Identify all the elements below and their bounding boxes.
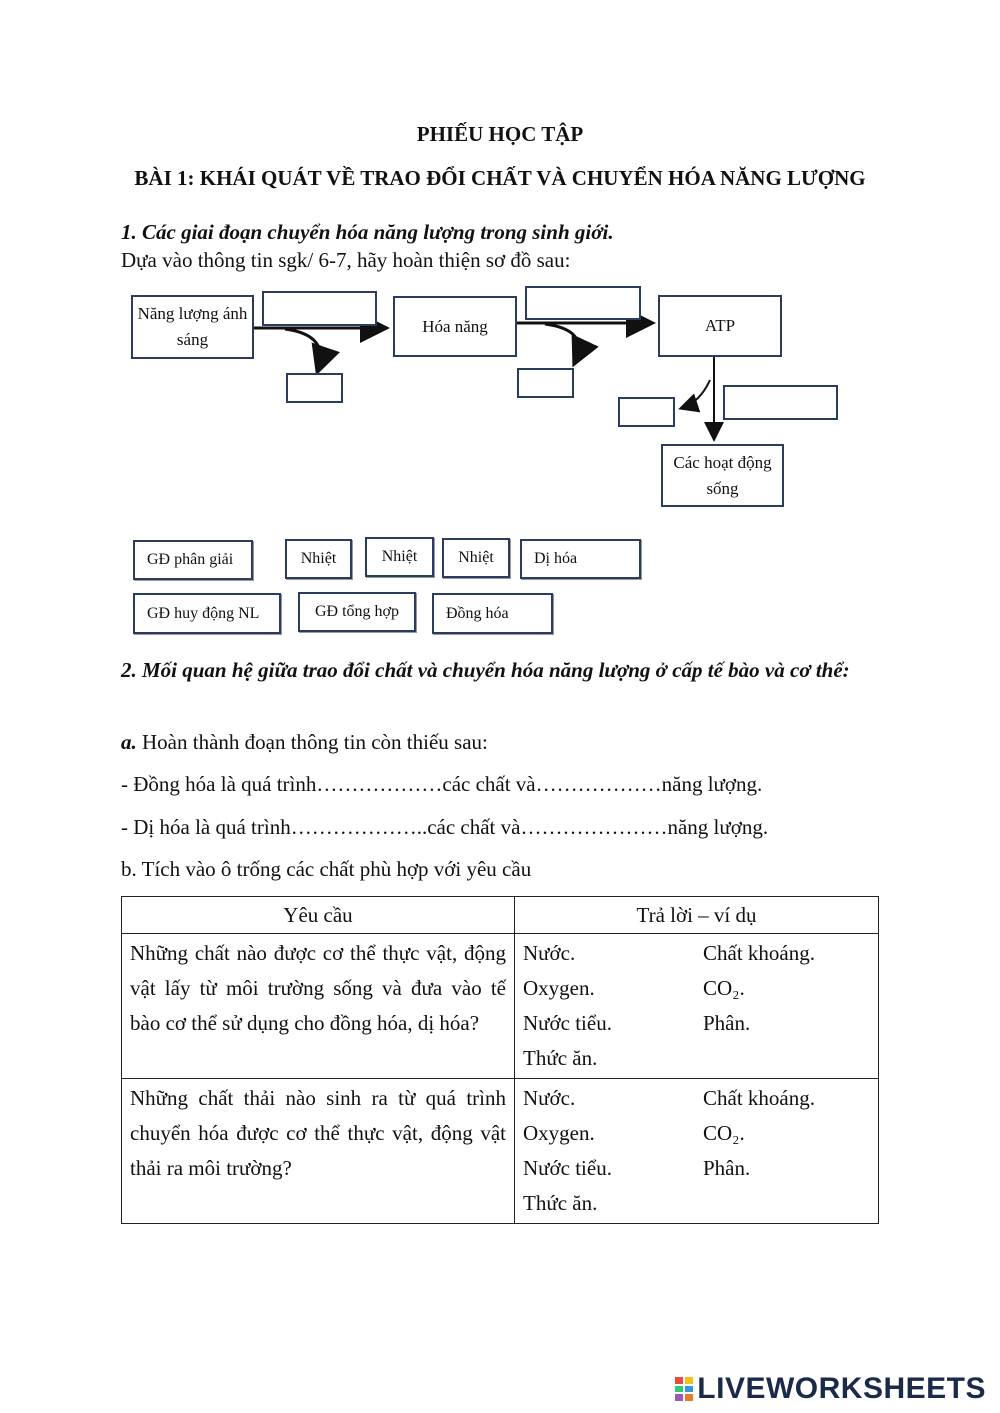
chemical-energy-box: Hóa năng <box>393 296 517 357</box>
section-1-instruction: Dựa vào thông tin sgk/ 6-7, hãy hoàn thiện sơ đồ sau: <box>121 248 571 272</box>
option-urine[interactable]: Nước tiểu. <box>523 1156 612 1180</box>
chip-catabolism[interactable]: Dị hóa <box>520 539 641 579</box>
part-b-instruction: b. Tích vào ô trống các chất phù hợp với yêu cầu <box>121 857 532 881</box>
part-a-instruction <box>121 730 488 755</box>
header-requirement: Yêu cầu <box>122 897 515 934</box>
atp-box: ATP <box>658 295 782 357</box>
option-co2[interactable]: CO₂. <box>703 1121 745 1145</box>
liveworksheets-logo <box>675 1372 986 1406</box>
option-minerals[interactable]: Chất khoáng. <box>703 941 815 965</box>
lesson-title: BÀI 1: KHÁI QUÁT VỀ TRAO ĐỔI CHẤT VÀ CHUYỂN HÓA NĂNG LƯỢNG <box>134 166 866 190</box>
option-water[interactable]: Nước. <box>523 1086 576 1110</box>
logo-icon <box>675 1377 693 1401</box>
fill-line-catabolism: - Dị hóa là quá trình………………..các chất và…………………năng lượng. <box>121 815 769 839</box>
section-2-heading: 2. Mối quan hệ giữa trao đổi chất và chuyển hóa năng lượng ở cấp tế bào và cơ thể: <box>121 658 850 682</box>
light-energy-box: Năng lượng ánh sáng <box>131 295 254 359</box>
arrow-heat-3 <box>682 380 710 408</box>
blank-stage-3-input[interactable] <box>723 385 838 420</box>
table-row <box>122 934 879 1079</box>
blank-heat-1-input[interactable] <box>286 373 343 403</box>
chip-heat[interactable]: Nhiệt <box>285 539 352 579</box>
blank-heat-3-input[interactable] <box>618 397 675 427</box>
option-co2[interactable]: CO₂. <box>703 976 745 1000</box>
option-feces[interactable]: Phân. <box>703 1156 751 1180</box>
logo-text: LIVEWORKSHEETS <box>697 1372 986 1405</box>
chip-heat[interactable]: Nhiệt <box>442 538 510 578</box>
option-feces[interactable]: Phân. <box>703 1011 751 1035</box>
question-cell: Những chất nào được cơ thể thực vật, động vật lấy từ môi trường sống và đưa vào tế bào cơ thể sử dụng cho đồng hóa, dị hóa? <box>122 934 515 1079</box>
part-a-text: Hoàn thành đoạn thông tin còn thiếu sau: <box>136 730 488 754</box>
table-row <box>122 1079 879 1224</box>
chip-anabolism[interactable]: Đồng hóa <box>432 593 553 634</box>
answer-table <box>121 896 879 1224</box>
blank-heat-2-input[interactable] <box>517 368 574 398</box>
option-minerals[interactable]: Chất khoáng. <box>703 1086 815 1110</box>
option-food[interactable]: Thức ăn. <box>523 1046 598 1070</box>
options-cell <box>515 1079 879 1224</box>
chip-heat[interactable]: Nhiệt <box>365 537 434 577</box>
header-answer: Trả lời – ví dụ <box>515 897 879 934</box>
life-activities-box: Các hoạt động sống <box>661 444 784 507</box>
blank-stage-1-input[interactable] <box>262 291 377 326</box>
part-a-label: a. <box>121 730 137 754</box>
diagram-arrows <box>0 0 1000 520</box>
arrow-heat-2 <box>545 324 579 362</box>
table-header-row <box>122 897 879 934</box>
chip-synthesis-stage[interactable]: GĐ tổng hợp <box>298 592 416 632</box>
section-1-heading: 1. Các giai đoạn chuyển hóa năng lượng trong sinh giới. <box>121 220 614 244</box>
page-title: PHIẾU HỌC TẬP <box>416 122 584 146</box>
chip-energy-mobilization-stage[interactable]: GĐ huy động NL <box>133 593 281 634</box>
option-water[interactable]: Nước. <box>523 941 576 965</box>
option-food[interactable]: Thức ăn. <box>523 1191 598 1215</box>
options-cell <box>515 934 879 1079</box>
blank-stage-2-input[interactable] <box>525 286 641 320</box>
arrow-heat-1 <box>285 329 321 370</box>
option-oxygen[interactable]: Oxygen. <box>523 1121 595 1145</box>
option-oxygen[interactable]: Oxygen. <box>523 976 595 1000</box>
option-urine[interactable]: Nước tiểu. <box>523 1011 612 1035</box>
chip-breakdown-stage[interactable]: GĐ phân giải <box>133 540 253 580</box>
question-cell: Những chất thải nào sinh ra từ quá trình chuyển hóa được cơ thể thực vật, động vật thải ra môi trường? <box>122 1079 515 1224</box>
fill-line-anabolism: - Đồng hóa là quá trình………………các chất và………………năng lượng. <box>121 772 763 796</box>
